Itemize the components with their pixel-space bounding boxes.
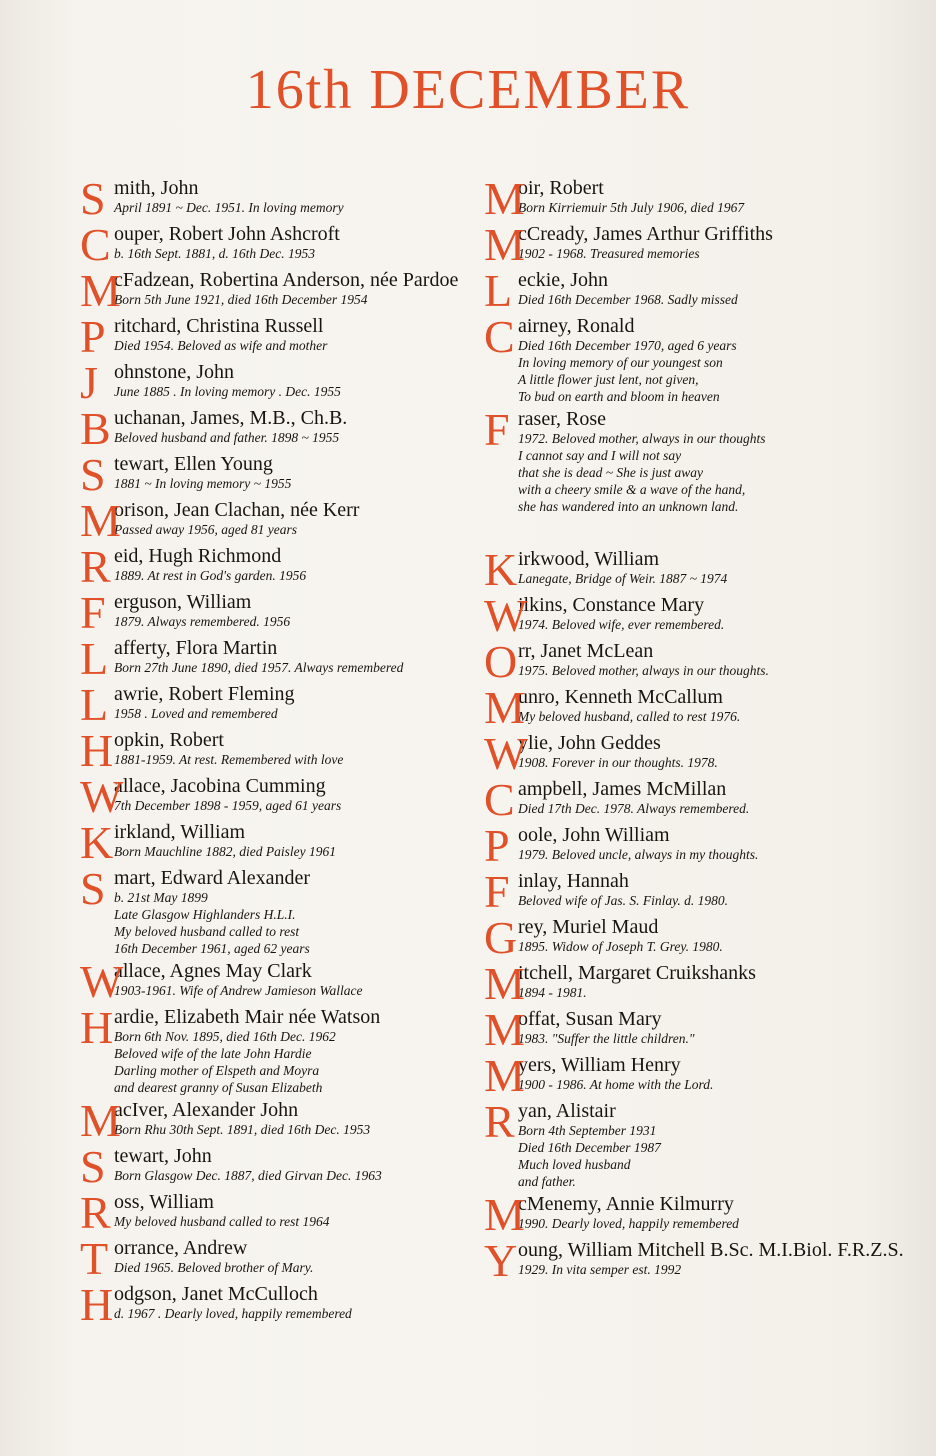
initial-capital: Y xyxy=(484,1235,518,1286)
memorial-entry xyxy=(484,544,864,595)
entry-name: cMenemy, Annie Kilmurry xyxy=(518,1193,734,1215)
entry-inscription: 1958 . Loved and remembered xyxy=(114,706,278,721)
initial-capital: F xyxy=(80,587,106,638)
entry-name: rr, Janet McLean xyxy=(518,640,654,662)
entry-inscription: 1881-1959. At rest. Remembered with love xyxy=(114,752,344,767)
entry-name: inlay, Hannah xyxy=(518,870,629,892)
memorial-entry xyxy=(80,771,455,822)
memorial-entry xyxy=(484,820,864,871)
entry-inscription: d. 1967 . Dearly loved, happily remembered xyxy=(114,1306,352,1321)
memorial-entry xyxy=(484,866,864,917)
memorial-entry xyxy=(484,173,864,224)
initial-capital: C xyxy=(80,219,111,270)
memorial-entry xyxy=(484,958,864,1009)
initial-capital: F xyxy=(484,404,510,455)
initial-capital: K xyxy=(484,544,518,595)
memorial-entry xyxy=(80,1187,455,1238)
memorial-entry xyxy=(80,449,455,500)
initial-capital: S xyxy=(80,173,106,224)
memorial-entry xyxy=(80,265,459,316)
memorial-entry xyxy=(484,311,864,405)
memorial-entry xyxy=(80,1002,455,1096)
initial-capital: R xyxy=(80,541,111,592)
entry-inscription: Died 1954. Beloved as wife and mother xyxy=(114,338,328,353)
entry-name: mart, Edward Alexander xyxy=(114,867,311,889)
entry-inscription: Born Rhu 30th Sept. 1891, died 16th Dec. 1953 xyxy=(114,1122,371,1137)
entry-inscription: 1881 ~ In loving memory ~ 1955 xyxy=(114,476,292,491)
entry-name: ylie, John Geddes xyxy=(518,732,661,754)
memorial-entry xyxy=(80,956,455,1007)
left-column xyxy=(80,173,459,1330)
entry-name: rey, Muriel Maud xyxy=(518,916,659,938)
entry-inscription: and father. xyxy=(518,1174,576,1189)
entry-name: uchanan, James, M.B., Ch.B. xyxy=(114,407,348,429)
entry-name: opkin, Robert xyxy=(114,729,224,751)
entry-inscription: 1902 - 1968. Treasured memories xyxy=(518,246,700,261)
memorial-entry xyxy=(484,774,864,825)
entry-inscription: Darling mother of Elspeth and Moyra xyxy=(114,1063,320,1078)
initial-capital: M xyxy=(484,1050,525,1101)
memorial-entry xyxy=(80,173,455,224)
entry-name: oir, Robert xyxy=(518,177,604,199)
initial-capital: M xyxy=(484,1004,525,1055)
initial-capital: P xyxy=(484,820,510,871)
entry-inscription: Beloved wife of the late John Hardie xyxy=(114,1046,312,1061)
initial-capital: H xyxy=(80,1279,114,1330)
memorial-entry xyxy=(484,590,864,641)
memorial-entry xyxy=(80,863,455,957)
entry-inscription: 1983. "Suffer the little children." xyxy=(518,1031,695,1046)
entry-inscription: b. 16th Sept. 1881, d. 16th Dec. 1953 xyxy=(114,246,315,261)
memorial-entry xyxy=(80,1279,455,1330)
initial-capital: W xyxy=(80,771,124,822)
entry-inscription: and dearest granny of Susan Elizabeth xyxy=(114,1080,323,1095)
entry-inscription: Born Kirriemuir 5th July 1906, died 1967 xyxy=(518,200,745,215)
memorial-entry xyxy=(80,403,455,454)
entry-inscription: Born 27th June 1890, died 1957. Always remembered xyxy=(114,660,404,675)
entry-name: oung, William Mitchell B.Sc. M.I.Biol. F.R.Z.S. xyxy=(518,1239,904,1261)
memorial-entry xyxy=(80,311,455,362)
entry-name: cFadzean, Robertina Anderson, née Pardoe xyxy=(114,269,459,291)
entry-inscription: Born Mauchline 1882, died Paisley 1961 xyxy=(114,844,336,859)
entry-inscription: My beloved husband, called to rest 1976. xyxy=(518,709,741,724)
initial-capital: C xyxy=(484,311,515,362)
memorial-entry xyxy=(80,817,455,868)
entry-inscription: 1979. Beloved uncle, always in my thoughts. xyxy=(518,847,759,862)
initial-capital: W xyxy=(484,728,528,779)
entry-name: eid, Hugh Richmond xyxy=(114,545,282,567)
entry-name: cCready, James Arthur Griffiths xyxy=(518,223,773,245)
page-title: 16th DECEMBER xyxy=(245,59,691,121)
entry-name: unro, Kenneth McCallum xyxy=(518,686,723,708)
memorial-entry xyxy=(80,1141,455,1192)
initial-capital: M xyxy=(80,495,121,546)
entry-name: allace, Jacobina Cumming xyxy=(114,775,326,797)
initial-capital: S xyxy=(80,449,106,500)
entry-inscription: Born Glasgow Dec. 1887, died Girvan Dec. 1963 xyxy=(114,1168,382,1183)
entry-name: itchell, Margaret Cruikshanks xyxy=(518,962,756,984)
memorial-entry xyxy=(484,682,864,733)
entry-inscription: 1975. Beloved mother, always in our thoughts. xyxy=(518,663,769,678)
entry-name: offat, Susan Mary xyxy=(518,1008,662,1030)
entry-inscription: 1895. Widow of Joseph T. Grey. 1980. xyxy=(518,939,723,954)
entry-name: eckie, John xyxy=(518,269,608,291)
initial-capital: H xyxy=(80,725,114,776)
initial-capital: M xyxy=(484,173,525,224)
entry-name: ardie, Elizabeth Mair née Watson xyxy=(114,1006,381,1028)
right-column xyxy=(484,173,904,1286)
memorial-entry xyxy=(484,728,864,779)
entry-name: yan, Alistair xyxy=(518,1100,616,1122)
memorial-entry xyxy=(484,1235,904,1286)
entry-inscription: 1972. Beloved mother, always in our thoughts xyxy=(518,431,766,446)
entry-inscription: 1903-1961. Wife of Andrew Jamieson Wallace xyxy=(114,983,363,998)
entry-name: allace, Agnes May Clark xyxy=(114,960,312,982)
initial-capital: F xyxy=(484,866,510,917)
entry-name: ohnstone, John xyxy=(114,361,234,383)
memorial-entry xyxy=(80,587,455,638)
entry-inscription: Died 16th December 1987 xyxy=(518,1140,661,1155)
entry-name: ouper, Robert John Ashcroft xyxy=(114,223,340,245)
entry-name: ilkins, Constance Mary xyxy=(518,594,705,616)
entry-name: airney, Ronald xyxy=(518,315,635,337)
initial-capital: O xyxy=(484,636,518,687)
entry-inscription: with a cheery smile & a wave of the hand, xyxy=(518,482,746,497)
memorial-entry xyxy=(80,725,455,776)
memorial-entry xyxy=(80,219,455,270)
initial-capital: R xyxy=(484,1096,515,1147)
entry-inscription: 16th December 1961, aged 62 years xyxy=(114,941,310,956)
memorial-entry xyxy=(484,1050,864,1101)
memorial-entry xyxy=(80,495,455,546)
entry-name: orrance, Andrew xyxy=(114,1237,248,1259)
entry-name: irkland, William xyxy=(114,821,246,843)
initial-capital: G xyxy=(484,912,518,963)
initial-capital: S xyxy=(80,1141,106,1192)
entry-name: ritchard, Christina Russell xyxy=(114,315,324,337)
memorial-entry xyxy=(80,1233,455,1284)
initial-capital: M xyxy=(80,265,121,316)
entry-inscription: Died 16th December 1970, aged 6 years xyxy=(518,338,737,353)
entry-inscription: Lanegate, Bridge of Weir. 1887 ~ 1974 xyxy=(518,571,728,586)
entry-name: odgson, Janet McCulloch xyxy=(114,1283,318,1305)
initial-capital: T xyxy=(80,1233,109,1284)
initial-capital: M xyxy=(484,1189,525,1240)
entry-inscription: In loving memory of our youngest son xyxy=(518,355,723,370)
entry-inscription: Late Glasgow Highlanders H.L.I. xyxy=(114,907,296,922)
entry-inscription: she has wandered into an unknown land. xyxy=(518,499,739,514)
entry-name: yers, William Henry xyxy=(518,1054,681,1076)
entry-inscription: 7th December 1898 - 1959, aged 61 years xyxy=(114,798,342,813)
entry-inscription: Died 16th December 1968. Sadly missed xyxy=(518,292,738,307)
initial-capital: B xyxy=(80,403,111,454)
entry-name: orison, Jean Clachan, née Kerr xyxy=(114,499,360,521)
initial-capital: L xyxy=(80,633,109,684)
entry-inscription: Died 17th Dec. 1978. Always remembered. xyxy=(518,801,750,816)
entry-inscription: I cannot say and I will not say xyxy=(518,448,682,463)
memorial-entry xyxy=(484,1189,864,1240)
entry-inscription: 1929. In vita semper est. 1992 xyxy=(518,1262,682,1277)
initial-capital: L xyxy=(80,679,109,730)
initial-capital: M xyxy=(484,219,525,270)
entry-inscription: Born 5th June 1921, died 16th December 1954 xyxy=(114,292,368,307)
entry-inscription: Born 4th September 1931 xyxy=(518,1123,657,1138)
entry-name: mith, John xyxy=(114,177,199,199)
entry-inscription: b. 21st May 1899 xyxy=(114,890,208,905)
initial-capital: M xyxy=(484,682,525,733)
entry-inscription: June 1885 . In loving memory . Dec. 1955 xyxy=(114,384,341,399)
entry-name: oss, William xyxy=(114,1191,214,1213)
entry-inscription: To bud on earth and bloom in heaven xyxy=(518,389,720,404)
initial-capital: W xyxy=(80,956,124,1007)
initial-capital: M xyxy=(484,958,525,1009)
initial-capital: R xyxy=(80,1187,111,1238)
entry-inscription: 1894 - 1981. xyxy=(518,985,587,1000)
memorial-entry xyxy=(484,265,864,316)
initial-capital: K xyxy=(80,817,114,868)
initial-capital: J xyxy=(80,357,98,408)
memorial-entry xyxy=(80,1095,455,1146)
memorial-entry xyxy=(484,404,864,515)
entry-inscription: April 1891 ~ Dec. 1951. In loving memory xyxy=(114,200,344,215)
initial-capital: W xyxy=(484,590,528,641)
memorial-entry xyxy=(80,541,455,592)
entry-inscription: that she is dead ~ She is just away xyxy=(518,465,704,480)
entry-inscription: Born 6th Nov. 1895, died 16th Dec. 1962 xyxy=(114,1029,336,1044)
entry-name: erguson, William xyxy=(114,591,252,613)
entry-inscription: My beloved husband called to rest 1964 xyxy=(114,1214,330,1229)
entry-inscription: Died 1965. Beloved brother of Mary. xyxy=(114,1260,314,1275)
memorial-entry xyxy=(484,636,864,687)
memorial-entry xyxy=(484,912,864,963)
entry-name: oole, John William xyxy=(518,824,670,846)
memorial-entry xyxy=(80,679,455,730)
entry-name: ampbell, James McMillan xyxy=(518,778,727,800)
entry-inscription: Beloved husband and father. 1898 ~ 1955 xyxy=(114,430,340,445)
initial-capital: M xyxy=(80,1095,121,1146)
entry-name: acIver, Alexander John xyxy=(114,1099,299,1121)
entry-name: irkwood, William xyxy=(518,548,660,570)
entry-inscription: Much loved husband xyxy=(518,1157,631,1172)
memorial-entry xyxy=(80,633,455,684)
entry-inscription: My beloved husband called to rest xyxy=(114,924,300,939)
initial-capital: S xyxy=(80,863,106,914)
initial-capital: P xyxy=(80,311,106,362)
entry-inscription: A little flower just lent, not given, xyxy=(518,372,699,387)
initial-capital: L xyxy=(484,265,513,316)
entry-name: awrie, Robert Fleming xyxy=(114,683,295,705)
memorial-entry xyxy=(484,219,864,270)
entry-inscription: 1889. At rest in God's garden. 1956 xyxy=(114,568,307,583)
entry-inscription: Passed away 1956, aged 81 years xyxy=(114,522,297,537)
entry-inscription: Beloved wife of Jas. S. Finlay. d. 1980. xyxy=(518,893,728,908)
memorial-entry xyxy=(484,1004,864,1055)
initial-capital: C xyxy=(484,774,515,825)
entry-inscription: 1879. Always remembered. 1956 xyxy=(114,614,291,629)
entry-name: raser, Rose xyxy=(518,408,607,430)
entry-inscription: 1900 - 1986. At home with the Lord. xyxy=(518,1077,714,1092)
entry-name: afferty, Flora Martin xyxy=(114,637,278,659)
memorial-entry xyxy=(484,1096,864,1190)
memorial-entry xyxy=(80,357,455,408)
entry-inscription: 1908. Forever in our thoughts. 1978. xyxy=(518,755,718,770)
initial-capital: H xyxy=(80,1002,114,1053)
entry-name: tewart, Ellen Young xyxy=(114,453,273,475)
entry-inscription: 1974. Beloved wife, ever remembered. xyxy=(518,617,725,632)
entry-inscription: 1990. Dearly loved, happily remembered xyxy=(518,1216,739,1231)
entry-name: tewart, John xyxy=(114,1145,212,1167)
